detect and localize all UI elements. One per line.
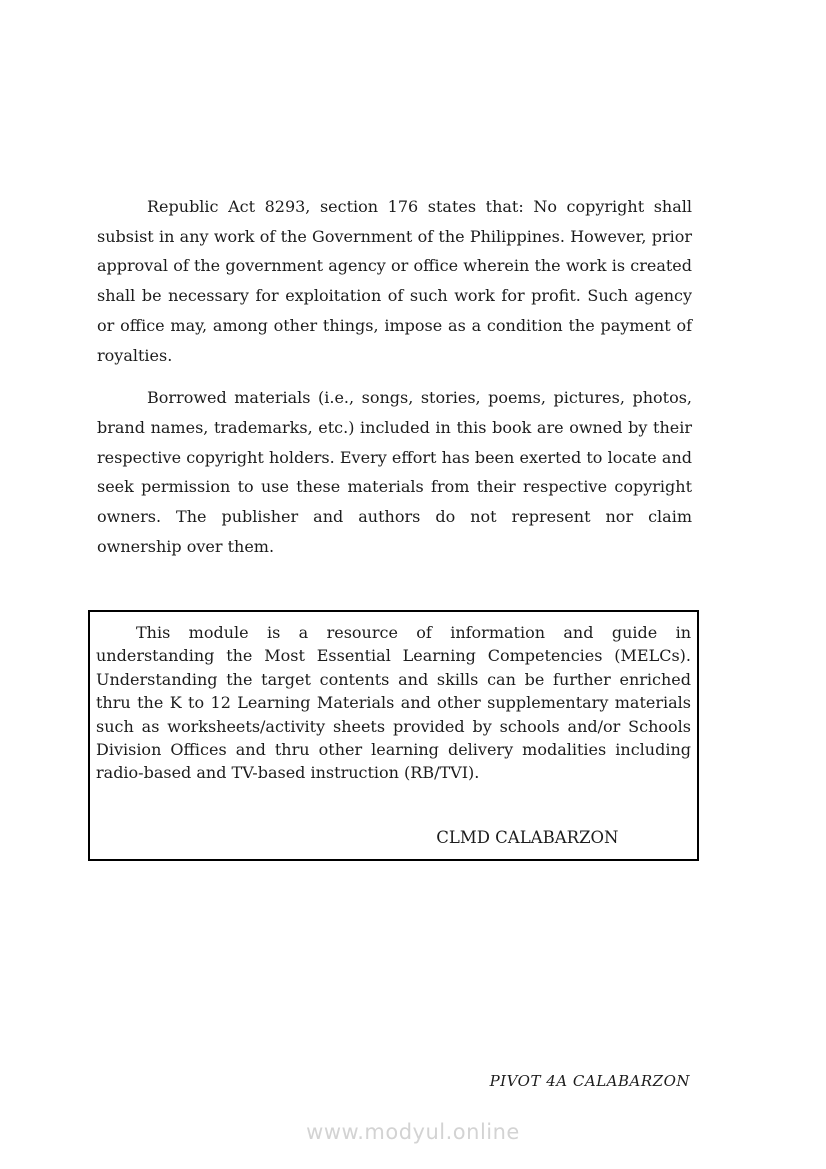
watermark-text: www.modyul.online [306, 1120, 520, 1144]
module-info-paragraph: This module is a resource of information and guide in understanding the Most Essential Learning Competencies (MELCs). Understanding the target contents and skills can be further enriched thru the K to 12 Learning Materials and other supplementary materials such as worksheets/activity sheets provided by schools and/or Schools Division Offices and thru other learning delivery modalities including radio-based and TV-based instruction (RB/TVI). [96, 623, 691, 783]
clmd-signature: CLMD CALABARZON [436, 827, 619, 847]
module-info-box [88, 610, 699, 861]
borrowed-materials-paragraph: Borrowed materials (i.e., songs, stories, poems, pictures, photos, brand names, trademarks, etc.) included in this book are owned by their respective copyright holders. Every effort has been exerted to locate and seek permission to use these materials from their respective copyright owners. The publisher and authors do not represent nor claim ownership over them. [97, 388, 692, 556]
copyright-section [97, 192, 692, 574]
footer-pivot-label: PIVOT 4A CALABARZON [489, 1072, 690, 1090]
copyright-paragraph: Republic Act 8293, section 176 states that: No copyright shall subsist in any work of the Government of the Philippines. However, prior approval of the government agency or office wherein the work is created shall be necessary for exploitation of such work for profit. Such agency or office may, among other things, impose as a condition the payment of royalties. [97, 197, 692, 365]
